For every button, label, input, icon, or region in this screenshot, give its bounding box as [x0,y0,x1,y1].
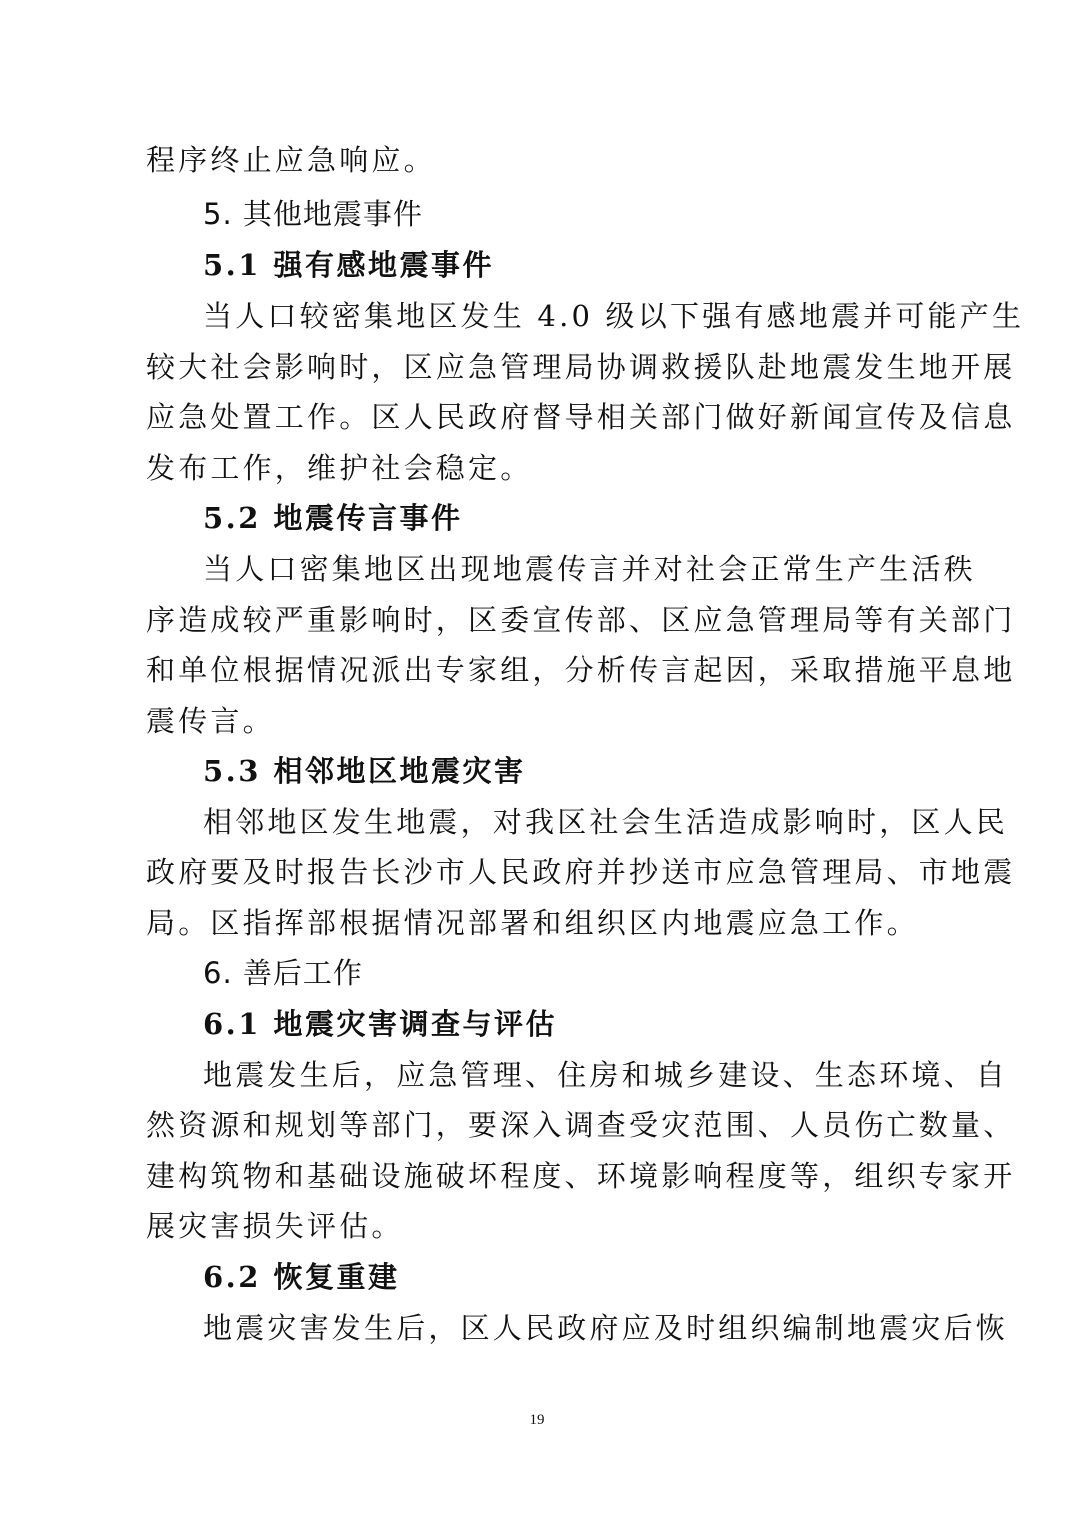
paragraph-line: 发布工作，维护社会稳定。 [146,451,533,485]
paragraph-line: 相邻地区发生地震，对我区社会生活造成影响时，区人民 [203,805,1009,839]
paragraph-line: 应急处置工作。区人民政府督导相关部门做好新闻宣传及信息 [146,400,1016,434]
subsection-heading: 6.1 地震灾害调查与评估 [203,1007,558,1041]
paragraph-line: 当人口较密集地区发生 4.0 级以下强有感地震并可能产生 [203,299,1025,333]
paragraph-line: 震传言。 [146,704,275,738]
section-heading: 6. 善后工作 [203,956,363,990]
page-number: 19 [529,1412,545,1428]
paragraph-line: 建构筑物和基础设施破坏程度、环境影响程度等，组织专家开 [146,1159,1016,1193]
paragraph-line: 和单位根据情况派出专家组，分析传言起因，采取措施平息地 [146,653,1016,687]
paragraph-line: 然资源和规划等部门，要深入调查受灾范围、人员伤亡数量、 [146,1108,1016,1142]
paragraph-line: 序造成较严重影响时，区委宣传部、区应急管理局等有关部门 [146,603,1016,637]
section-heading: 5. 其他地震事件 [203,197,423,231]
subsection-heading: 5.3 相邻地区地震灾害 [203,754,526,788]
subsection-heading: 5.2 地震传言事件 [203,501,463,535]
paragraph-line: 当人口密集地区出现地震传言并对社会正常生产生活秩 [203,552,976,586]
subsection-heading: 6.2 恢复重建 [203,1260,400,1294]
paragraph-line: 地震发生后，应急管理、住房和城乡建设、生态环境、自 [203,1058,1009,1092]
paragraph-line: 局。区指挥部根据情况部署和组织区内地震应急工作。 [146,906,919,940]
paragraph-line: 展灾害损失评估。 [146,1209,404,1243]
paragraph-line: 较大社会影响时，区应急管理局协调救援队赴地震发生地开展 [146,350,1016,384]
paragraph-line: 地震灾害发生后，区人民政府应及时组织编制地震灾后恢 [203,1311,1009,1345]
paragraph-line: 政府要及时报告长沙市人民政府并抄送市应急管理局、市地震 [146,855,1016,889]
subsection-heading: 5.1 强有感地震事件 [203,248,495,282]
paragraph-line: 程序终止应急响应。 [146,143,436,177]
